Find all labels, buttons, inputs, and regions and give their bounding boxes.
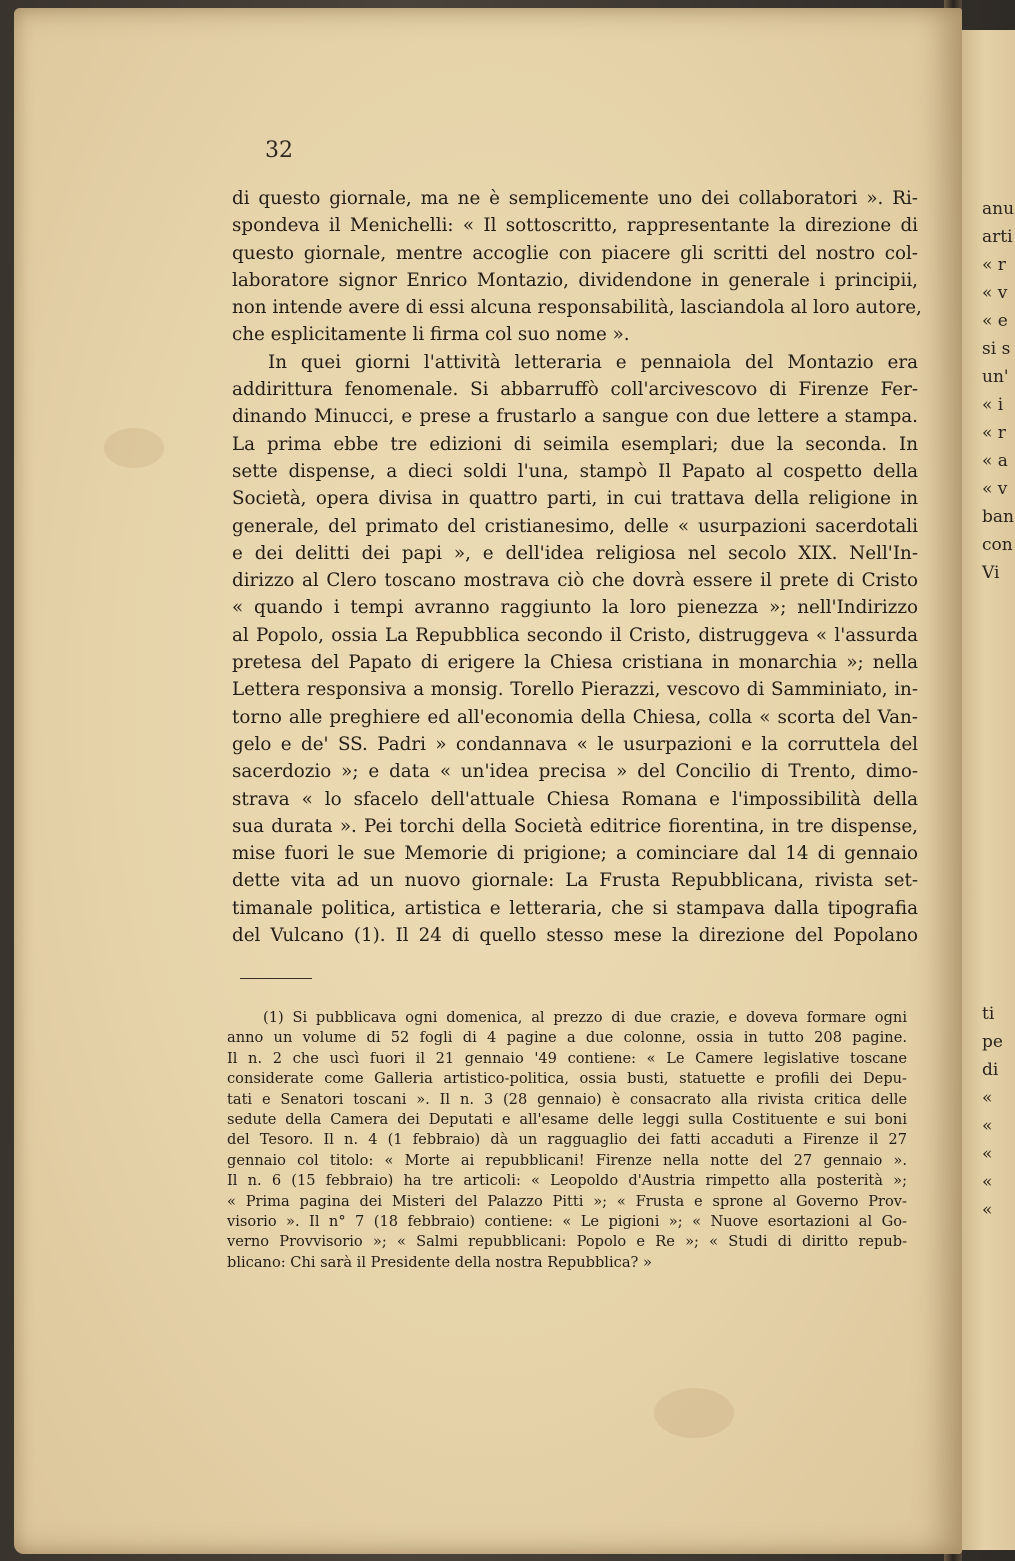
text-line: non intende avere di essi alcuna responsabilità, lasciandola al loro autore, bbox=[232, 297, 922, 319]
text-line: torno alle preghiere ed all'economia della Chiesa, colla « scorta del Van- bbox=[232, 706, 918, 728]
text-line: al Popolo, ossia La Repubblica secondo il Cristo, distruggeva « l'assurda bbox=[232, 624, 918, 646]
text-line: e dei delitti dei papi », e dell'idea religiosa nel secolo XIX. Nell'In- bbox=[232, 542, 918, 564]
text-line: Società, opera divisa in quattro parti, in cui trattava della religione in bbox=[232, 488, 918, 510]
footnote-line: considerate come Galleria artistico-politica, ossia busti, statuette e profili dei Depu- bbox=[227, 1070, 907, 1088]
footnote-line: Il n. 2 che uscì fuori il 21 gennaio '49 contiene: « Le Camere legislative toscane bbox=[227, 1049, 907, 1067]
footnote bbox=[227, 1008, 907, 1273]
text-line: Lettera responsiva a monsig. Torello Pierazzi, vescovo di Samminiato, in- bbox=[232, 679, 918, 701]
text-line: laboratore signor Enrico Montazio, dividendone in generale i principii, bbox=[232, 269, 918, 291]
footnote-line: tati e Senatori toscani ». Il n. 3 (28 gennaio) è consacrato alla rivista critica delle bbox=[227, 1090, 907, 1108]
text-line: di questo giornale, ma ne è semplicemente uno dei collaboratori ». Ri- bbox=[232, 188, 918, 209]
text-line: che esplicitamente li firma col suo nome ». bbox=[232, 324, 630, 346]
text-line: La prima ebbe tre edizioni di seimila esemplari; due la seconda. In bbox=[232, 433, 918, 455]
text-line: sacerdozio »; e data « un'idea precisa » del Concilio di Trento, dimo- bbox=[232, 761, 918, 783]
text-line: mise fuori le sue Memorie di prigione; a cominciare dal 14 di gennaio bbox=[232, 843, 918, 865]
text-line: dette vita ad un nuovo giornale: La Frusta Repubblicana, rivista set- bbox=[232, 870, 918, 892]
page-number: 32 bbox=[265, 138, 293, 163]
footnote-line: blicano: Chi sarà il Presidente della nostra Repubblica? » bbox=[227, 1253, 652, 1271]
text-line: sette dispense, a dieci soldi l'una, stampò Il Papato al cospetto della bbox=[232, 460, 918, 482]
text-line: generale, del primato del cristianesimo, delle « usurpazioni sacerdotali bbox=[232, 515, 918, 537]
text-line: dirizzo al Clero toscano mostrava ciò che dovrà essere il prete di Cristo bbox=[232, 570, 918, 592]
footnote-line: del Tesoro. Il n. 4 (1 febbraio) dà un ragguaglio dei fatti accaduti a Firenze il 27 bbox=[227, 1131, 907, 1149]
footnote-line: gennaio col titolo: « Morte ai repubblicani! Firenze nella notte del 27 gennaio ». bbox=[227, 1151, 907, 1169]
text-line: timanale politica, artistica e letteraria, che si stampava dalla tipografia bbox=[232, 897, 918, 919]
facing-page-text-upper: anu arti « r « v « e si s un' « i « r « a « v ban con Vi bbox=[982, 199, 1015, 583]
text-line: dinando Minucci, e prese a frustarlo a sangue con due lettere a stampa. bbox=[232, 406, 918, 428]
text-line: questo giornale, mentre accoglie con piacere gli scritti del nostro col- bbox=[232, 242, 918, 264]
text-line: spondeva il Menichelli: « Il sottoscritto, rappresentante la direzione di bbox=[232, 215, 918, 237]
footnote-line: visorio ». Il n° 7 (18 febbraio) contiene: « Le pigioni »; « Nuove esortazioni al Go- bbox=[227, 1213, 907, 1231]
text-line: In quei giorni l'attività letteraria e pennaiola del Montazio era bbox=[268, 351, 918, 373]
footnote-line: (1) Si pubblicava ogni domenica, al prezzo di due crazie, e doveva formare ogni bbox=[263, 1009, 907, 1026]
text-line: del Vulcano (1). Il 24 di quello stesso mese la direzione del Popolano bbox=[232, 925, 918, 947]
footnote-separator bbox=[240, 978, 312, 979]
text-line: gelo e de' SS. Padri » condannava « le usurpazioni e la corruttela del bbox=[232, 733, 918, 755]
text-line: sua durata ». Pei torchi della Società editrice fiorentina, in tre dispense, bbox=[232, 815, 918, 837]
text-line: addirittura fenomenale. Si abbarruffò coll'arcivescovo di Firenze Fer- bbox=[232, 379, 918, 401]
footnote-line: sedute della Camera dei Deputati e all'esame delle leggi sulla Costituente e sui boni bbox=[227, 1111, 907, 1129]
main-text bbox=[232, 185, 922, 949]
footnote-line: Il n. 6 (15 febbraio) ha tre articoli: « Leopoldo d'Austria rimpetto alla posterità »; bbox=[227, 1172, 907, 1190]
text-line: strava « lo sfacelo dell'attuale Chiesa Romana e l'impossibilità della bbox=[232, 788, 918, 810]
footnote-line: anno un volume di 52 fogli di 4 pagine a due colonne, ossia in tutto 208 pagine. bbox=[227, 1029, 907, 1047]
text-line: « quando i tempi avranno raggiunto la loro pienezza »; nell'Indirizzo bbox=[232, 597, 918, 619]
footnote-line: verno Provvisorio »; « Salmi repubblicani: Popolo e Re »; « Studi di diritto repub- bbox=[227, 1233, 907, 1251]
footnote-line: « Prima pagina dei Misteri del Palazzo Pitti »; « Frusta e sprone al Governo Prov- bbox=[227, 1192, 907, 1210]
facing-page-text-lower: ti pe di « « « « « bbox=[982, 1004, 1003, 1220]
text-line: pretesa del Papato di erigere la Chiesa cristiana in monarchia »; nella bbox=[232, 652, 918, 674]
